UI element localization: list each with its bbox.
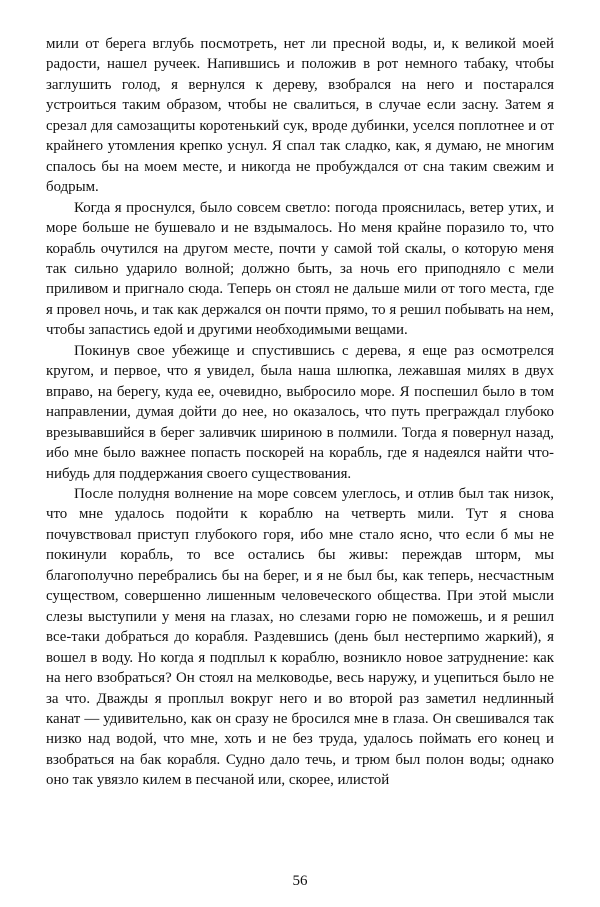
paragraph-1: мили от берега вглубь посмотреть, нет ли пресной воды, и, к великой моей радости, нашел ручеек. Напившись и положив в рот немного табаку, чтобы заглушить голод, я вернулся к дереву, взобрался на него и постарался устроиться таким образом, чтобы не свалиться, в случае если засну. Затем я срезал для самозащиты коротенький сук, вроде дубинки, уселся поплотнее и от крайнего утомления крепко уснул. Я спал так сладко, как, я думаю, не многим спалось бы на моем месте, и никогда не пробуждался от сна таким свежим и бодрым.	[46, 36, 554, 196]
page-number: 56	[292, 873, 308, 889]
paragraph-2: Когда я проснулся, было совсем светло: погода прояснилась, ветер утих, и море больше не бушевало и не вздымалось. Но меня крайне поразило то, что корабль очутился на другом месте, почти у самой той скалы, о которую меня так сильно ударило волной; должно быть, за ночь его приподняло с мели приливом и пригнало сюда. Теперь он стоял не дальше мили от того места, где я провел ночь, и так как держался он почти прямо, то я решил побывать на нем, чтобы запастись едой и другими необходимыми вещами.	[46, 199, 554, 339]
paragraph-4: После полудня волнение на море совсем улеглось, и отлив был так низок, что мне удалось подойти к кораблю на четверть мили. Тут я снова почувствовал приступ глубокого горя, ибо мне стало ясно, что если б мы не покинули корабль, то все остались бы живы: переждав шторм, мы благополучно перебрались бы на берег, и я не был бы, как теперь, несчастным существом, совершенно лишенным человеческого общества. При этой мысли слезы выступили у меня на глазах, но слезами горю не поможешь, и я решил все-таки добраться до корабля. Раздевшись (день был нестерпимо жаркий), я вошел в воду. Но когда я подплыл к кораблю, возникло новое затруднение: как на него взобраться? Он стоял на мелководье, весь наружу, и уцепиться было не за что. Дважды я проплыл вокруг него и во второй раз заметил недлинный канат — удивительно, как он сразу не бросился мне в глаза. Он свешивался так низко над водой, что мне, хоть и не без труда, удалось поймать его конец и взобраться на бак корабля. Судно дало течь, и трюм был полон воды; однако оно так увязло килем в песчаной или, скорее, илистой	[46, 485, 554, 789]
book-page-text	[46, 34, 554, 791]
paragraph-3: Покинув свое убежище и спустившись с дерева, я еще раз осмотрелся кругом, и первое, что я увидел, была наша шлюпка, лежавшая милях в двух вправо, на берегу, куда ее, очевидно, выбросило море. Я поспешил было в том направлении, думая дойти до нее, но оказалось, что путь преграждал глубоко врезывавшийся в берег заливчик шириною в полмили. Тогда я повернул назад, ибо мне было важнее попасть поскорей на корабль, где я надеялся найти что-нибудь для поддержания своего существования.	[46, 342, 554, 482]
